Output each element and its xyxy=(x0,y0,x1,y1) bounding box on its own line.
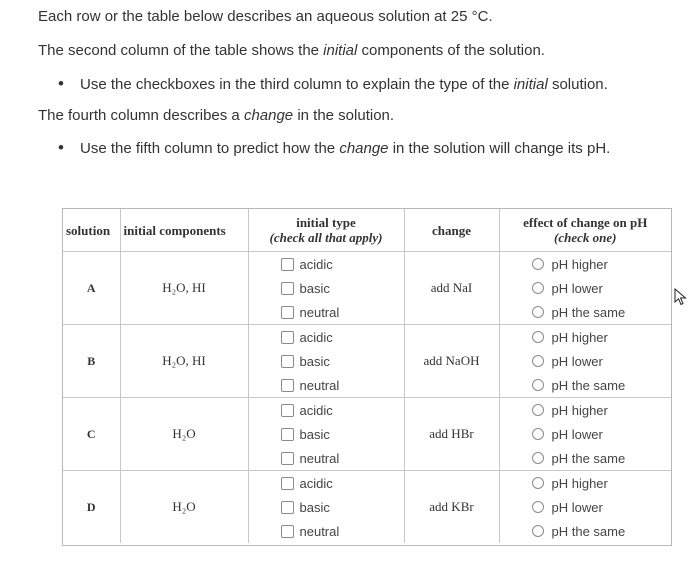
effect-option[interactable] xyxy=(500,252,672,276)
table-row xyxy=(63,398,671,471)
bullet-dot-icon: • xyxy=(58,74,64,93)
initial-components: H₂O, HI xyxy=(120,252,248,325)
initial-type-cell xyxy=(248,471,404,544)
solution-label: D xyxy=(63,471,120,544)
effect-option-label: pH lower xyxy=(551,426,603,442)
type-option-acidic[interactable] xyxy=(249,325,404,349)
change-cell: add NaOH xyxy=(404,325,499,398)
type-option-basic[interactable] xyxy=(249,495,404,519)
radio-button[interactable] xyxy=(532,501,544,513)
type-option-label: neutral xyxy=(299,523,340,539)
radio-button[interactable] xyxy=(532,258,544,270)
type-option-label: acidic xyxy=(299,475,333,491)
intro-line-2 xyxy=(38,42,545,59)
bullet-dot-icon: • xyxy=(58,138,64,157)
type-option-acidic[interactable] xyxy=(249,252,404,276)
type-option-label: basic xyxy=(299,426,330,442)
mouse-pointer-icon xyxy=(674,288,688,306)
header-effect xyxy=(499,209,671,252)
effect-cell xyxy=(499,471,671,544)
effect-option[interactable] xyxy=(500,349,672,373)
type-option-label: basic xyxy=(299,353,330,369)
effect-option-label: pH higher xyxy=(551,329,608,345)
intro-line-3 xyxy=(38,107,394,124)
intro-line-3-pre: The fourth column describes a xyxy=(38,107,244,124)
type-option-neutral[interactable] xyxy=(249,373,404,397)
effect-option[interactable] xyxy=(500,519,672,543)
checkbox-basic[interactable] xyxy=(281,282,294,295)
intro-line-2-pre: The second column of the table shows the xyxy=(38,42,324,59)
intro-bullet-1-pre: Use the checkboxes in the third column to explain the type of the xyxy=(80,76,514,93)
type-option-label: acidic xyxy=(299,329,333,345)
table-row xyxy=(63,325,671,398)
effect-option-label: pH the same xyxy=(551,523,626,539)
type-option-label: acidic xyxy=(299,402,333,418)
radio-button[interactable] xyxy=(532,379,544,391)
type-option-label: neutral xyxy=(299,450,340,466)
effect-option[interactable] xyxy=(500,276,672,300)
effect-cell xyxy=(499,252,671,325)
effect-option-label: pH higher xyxy=(551,256,608,272)
initial-type-options xyxy=(249,398,404,470)
type-option-acidic[interactable] xyxy=(249,398,404,422)
checkbox-neutral[interactable] xyxy=(281,306,294,319)
effect-option-label: pH the same xyxy=(551,377,626,393)
solution-label: A xyxy=(63,252,120,325)
header-initial-type-sub: (check all that apply) xyxy=(269,230,383,245)
initial-type-options xyxy=(249,325,404,397)
type-option-basic[interactable] xyxy=(249,276,404,300)
radio-button[interactable] xyxy=(532,306,544,318)
effect-option[interactable] xyxy=(500,300,672,324)
effect-option[interactable] xyxy=(500,471,672,495)
radio-button[interactable] xyxy=(532,452,544,464)
initial-type-cell xyxy=(248,325,404,398)
effect-option[interactable] xyxy=(500,446,672,470)
type-option-neutral[interactable] xyxy=(249,446,404,470)
checkbox-basic[interactable] xyxy=(281,355,294,368)
change-cell: add NaI xyxy=(404,252,499,325)
effect-option-label: pH higher xyxy=(551,402,608,418)
effect-options xyxy=(500,325,672,397)
header-initial-type xyxy=(248,209,404,252)
effect-options xyxy=(500,398,672,470)
intro-line-2-post: components of the solution. xyxy=(357,42,545,59)
initial-components: H₂O xyxy=(120,398,248,471)
change-cell: add HBr xyxy=(404,398,499,471)
intro-line-1-text: Each row or the table below describes an aqueous solution at 25 °C. xyxy=(38,8,493,25)
solution-label: C xyxy=(63,398,120,471)
checkbox-acidic[interactable] xyxy=(281,331,294,344)
intro-line-1 xyxy=(38,8,493,25)
intro-bullet-2-em: change xyxy=(339,140,389,157)
checkbox-neutral[interactable] xyxy=(281,452,294,465)
effect-option-label: pH higher xyxy=(551,475,608,491)
checkbox-acidic[interactable] xyxy=(281,404,294,417)
type-option-basic[interactable] xyxy=(249,422,404,446)
effect-option[interactable] xyxy=(500,373,672,397)
initial-components: H₂O, HI xyxy=(120,325,248,398)
radio-button[interactable] xyxy=(532,404,544,416)
radio-button[interactable] xyxy=(532,282,544,294)
checkbox-basic[interactable] xyxy=(281,501,294,514)
type-option-acidic[interactable] xyxy=(249,471,404,495)
table-row xyxy=(63,252,671,325)
effect-options xyxy=(500,252,672,324)
effect-option-label: pH the same xyxy=(551,304,626,320)
type-option-label: neutral xyxy=(299,304,340,320)
intro-bullet-2 xyxy=(58,138,610,158)
effect-option[interactable] xyxy=(500,422,672,446)
initial-type-cell xyxy=(248,398,404,471)
initial-type-options xyxy=(249,471,404,543)
solutions-table xyxy=(63,209,671,543)
effect-cell xyxy=(499,325,671,398)
header-components: initial components xyxy=(120,209,248,252)
radio-button[interactable] xyxy=(532,477,544,489)
header-effect-main: effect of change on pH xyxy=(523,215,648,230)
intro-bullet-2-post: in the solution will change its pH. xyxy=(388,140,611,157)
effect-option[interactable] xyxy=(500,495,672,519)
solutions-table-container xyxy=(62,208,672,546)
intro-line-3-em: change xyxy=(243,107,294,124)
checkbox-acidic[interactable] xyxy=(281,258,294,271)
effect-option[interactable] xyxy=(500,398,672,422)
type-option-label: basic xyxy=(299,499,330,515)
intro-line-2-em: initial xyxy=(323,42,358,59)
change-cell: add KBr xyxy=(404,471,499,544)
checkbox-neutral[interactable] xyxy=(281,379,294,392)
checkbox-basic[interactable] xyxy=(281,428,294,441)
intro-line-3-post: in the solution. xyxy=(293,107,395,124)
initial-type-cell xyxy=(248,252,404,325)
type-option-basic[interactable] xyxy=(249,349,404,373)
initial-components: H₂O xyxy=(120,471,248,544)
radio-button[interactable] xyxy=(532,331,544,343)
effect-option[interactable] xyxy=(500,325,672,349)
intro-bullet-2-pre: Use the fifth column to predict how the xyxy=(80,140,340,157)
intro-bullet-1 xyxy=(58,74,608,94)
intro-bullet-1-post: solution. xyxy=(547,76,608,93)
checkbox-acidic[interactable] xyxy=(281,477,294,490)
initial-type-options xyxy=(249,252,404,324)
type-option-label: neutral xyxy=(299,377,340,393)
type-option-label: acidic xyxy=(299,256,333,272)
effect-option-label: pH the same xyxy=(551,450,626,466)
radio-button[interactable] xyxy=(532,428,544,440)
solution-label: B xyxy=(63,325,120,398)
table-header-row xyxy=(63,209,671,252)
header-solution: solution xyxy=(63,209,120,252)
effect-option-label: pH lower xyxy=(551,499,603,515)
effect-cell xyxy=(499,398,671,471)
header-initial-type-main: initial type xyxy=(296,215,356,230)
intro-bullet-1-em: initial xyxy=(513,76,548,93)
radio-button[interactable] xyxy=(532,355,544,367)
header-change: change xyxy=(404,209,499,252)
type-option-neutral[interactable] xyxy=(249,519,404,543)
effect-options xyxy=(500,471,672,543)
radio-button[interactable] xyxy=(532,525,544,537)
type-option-label: basic xyxy=(299,280,330,296)
effect-option-label: pH lower xyxy=(551,353,603,369)
table-row xyxy=(63,471,671,544)
header-effect-sub: (check one) xyxy=(554,230,617,245)
effect-option-label: pH lower xyxy=(551,280,603,296)
type-option-neutral[interactable] xyxy=(249,300,404,324)
checkbox-neutral[interactable] xyxy=(281,525,294,538)
